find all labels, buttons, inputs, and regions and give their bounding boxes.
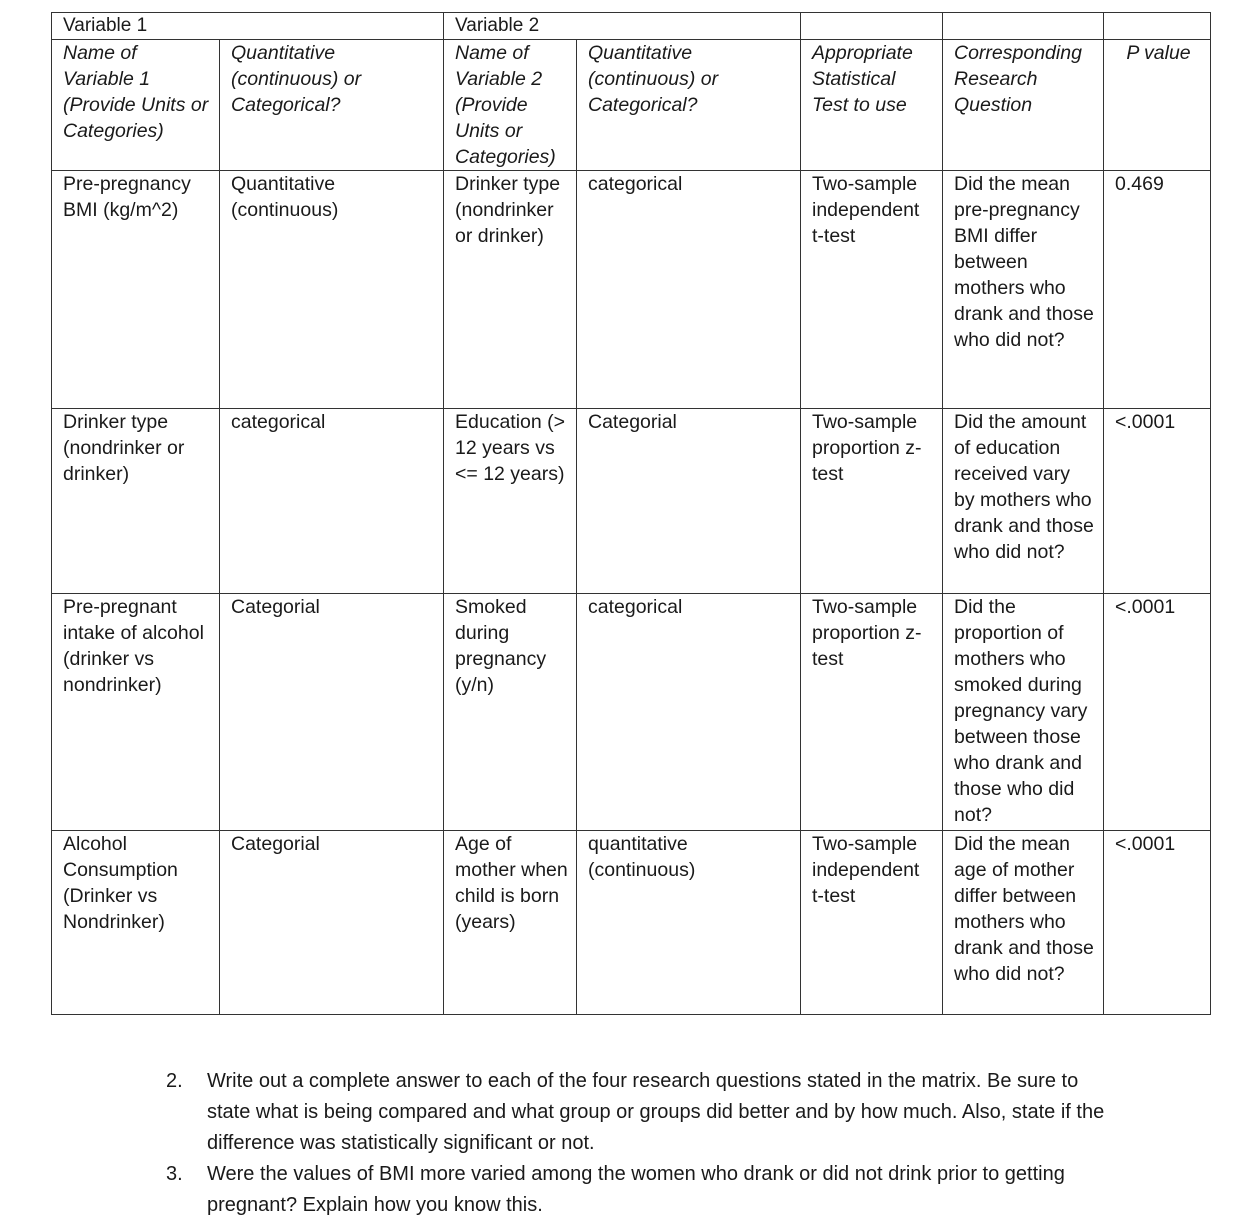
cell-var2: Smoked during pregnancy (y/n) [444,594,577,831]
table-row [52,594,1211,831]
cell-test: Two-sample proportion z-test [801,594,943,831]
cell-pvalue: <.0001 [1104,594,1211,831]
col-header-type-var1: Quantitative (continuous) or Categorical? [220,40,444,171]
variable-matrix-table [51,12,1211,1015]
variable1-group-header: Variable 1 [52,13,444,40]
col-header-test: Appropriate Statistical Test to use [801,40,943,171]
question-text: Were the values of BMI more varied among the women who drank or did not drink prior to getting pregnant? Explain how you know this. [207,1163,1065,1216]
cell-var1: Drinker type (nondrinker or drinker) [52,409,220,594]
table-row [52,831,1211,1015]
cell-type1: Categorial [220,831,444,1015]
group-header-row [52,13,1211,40]
cell-type1: Categorial [220,594,444,831]
cell-question: Did the mean pre-pregnancy BMI differ between mothers who drank and those who did not? [943,171,1104,409]
question-item [166,1159,1106,1221]
empty-group-cell [801,13,943,40]
cell-pvalue: <.0001 [1104,409,1211,594]
cell-question: Did the proportion of mothers who smoked during pregnancy vary between those who drank and those who did not? [943,594,1104,831]
cell-var2: Education (> 12 years vs <= 12 years) [444,409,577,594]
col-header-question: Corresponding Research Question [943,40,1104,171]
question-number: 2. [166,1070,183,1092]
cell-test: Two-sample independent t-test [801,831,943,1015]
cell-type2: categorical [577,171,801,409]
cell-var1: Alcohol Consumption (Drinker vs Nondrinker) [52,831,220,1015]
cell-type2: categorical [577,594,801,831]
cell-type2: quantitative (continuous) [577,831,801,1015]
question-list [166,1066,1106,1221]
cell-type2: Categorial [577,409,801,594]
cell-test: Two-sample independent t-test [801,171,943,409]
cell-type1: categorical [220,409,444,594]
question-number: 3. [166,1163,183,1185]
col-header-name-var2: Name of Variable 2 (Provide Units or Categories) [444,40,577,171]
cell-test: Two-sample proportion z-test [801,409,943,594]
col-header-name-var1: Name of Variable 1 (Provide Units or Categories) [52,40,220,171]
cell-var2: Age of mother when child is born (years) [444,831,577,1015]
cell-pvalue: 0.469 [1104,171,1211,409]
table-row [52,171,1211,409]
cell-pvalue: <.0001 [1104,831,1211,1015]
question-text: Write out a complete answer to each of the four research questions stated in the matrix. Be sure to state what is being compared and what group or groups did better and by how much. Also, state if the difference was statistically significant or not. [207,1070,1105,1154]
table-row [52,409,1211,594]
column-header-row [52,40,1211,171]
cell-type1: Quantitative (continuous) [220,171,444,409]
cell-question: Did the mean age of mother differ between mothers who drank and those who did not? [943,831,1104,1015]
empty-group-cell [943,13,1104,40]
cell-var1: Pre-pregnant intake of alcohol (drinker vs nondrinker) [52,594,220,831]
empty-group-cell [1104,13,1211,40]
col-header-pvalue: P value [1104,40,1211,171]
cell-var1: Pre-pregnancy BMI (kg/m^2) [52,171,220,409]
variable2-group-header: Variable 2 [444,13,801,40]
cell-var2: Drinker type (nondrinker or drinker) [444,171,577,409]
question-item [166,1066,1106,1159]
col-header-type-var2: Quantitative (continuous) or Categorical? [577,40,801,171]
cell-question: Did the amount of education received vary by mothers who drank and those who did not? [943,409,1104,594]
